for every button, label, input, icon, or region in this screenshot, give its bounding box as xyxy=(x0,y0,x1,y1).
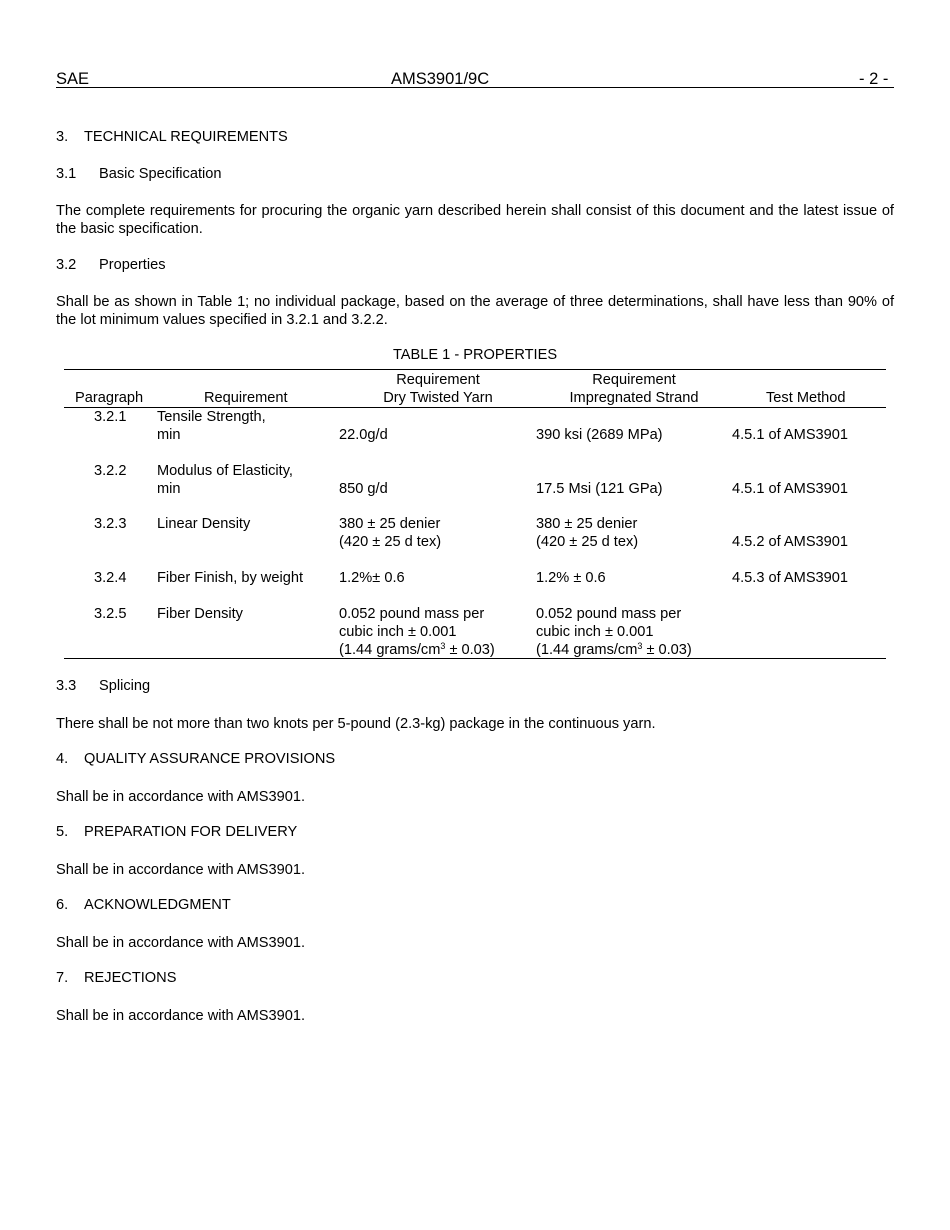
section-number: 5. xyxy=(56,824,69,840)
section-title: ACKNOWLEDGMENT xyxy=(84,897,231,913)
header-rule xyxy=(56,87,894,88)
row-requirement: min xyxy=(157,427,181,443)
section-3-heading xyxy=(56,129,288,145)
row-requirement: Modulus of Elasticity, xyxy=(157,463,293,479)
section-title: Properties xyxy=(99,257,166,273)
row-dry-value: 1.2%± 0.6 xyxy=(339,570,405,586)
section-3-2-heading xyxy=(56,257,166,273)
row-imp-value: 380 ± 25 denier xyxy=(536,516,638,532)
row-requirement: Linear Density xyxy=(157,516,251,532)
row-dry-value: (420 ± 25 d tex) xyxy=(339,534,442,550)
section-number: 3.3 xyxy=(56,678,77,694)
row-requirement: Fiber Density xyxy=(157,606,243,622)
col-header-dry-bottom: Dry Twisted Yarn xyxy=(383,390,493,406)
superscript: 3 xyxy=(637,641,643,651)
row-paragraph: 3.2.2 xyxy=(94,463,127,479)
row-requirement: min xyxy=(157,481,181,497)
row-imp-value: 0.052 pound mass per xyxy=(536,606,682,622)
col-header-test-method: Test Method xyxy=(766,390,846,406)
table-bottom-rule xyxy=(64,658,886,659)
section-number: 4. xyxy=(56,751,69,767)
row-test-method: 4.5.1 of AMS3901 xyxy=(732,481,849,497)
row-test-method: 4.5.3 of AMS3901 xyxy=(732,570,849,586)
row-dry-value: 850 g/d xyxy=(339,481,388,497)
row-dry-value: 380 ± 25 denier xyxy=(339,516,441,532)
value-text: (1.44 grams/cm xyxy=(339,642,441,658)
section-number: 3. xyxy=(56,129,69,145)
row-test-method: 4.5.1 of AMS3901 xyxy=(732,427,849,443)
row-requirement: Fiber Finish, by weight xyxy=(157,570,303,586)
section-title: Splicing xyxy=(99,678,151,694)
value-text: ± 0.03) xyxy=(642,642,692,658)
row-requirement: Tensile Strength, xyxy=(157,409,266,425)
section-3-1-body: The complete requirements for procuring the organic yarn described herein shall consist of this document and the latest issue of the basic specification. xyxy=(56,203,894,237)
row-imp-value: (420 ± 25 d tex) xyxy=(536,534,639,550)
value-text: (1.44 grams/cm xyxy=(536,642,638,658)
col-header-imp-top: Requirement xyxy=(592,372,676,388)
row-imp-value: 1.2% ± 0.6 xyxy=(536,570,606,586)
row-dry-value: 0.052 pound mass per xyxy=(339,606,485,622)
section-title: PREPARATION FOR DELIVERY xyxy=(84,824,298,840)
section-3-1-heading xyxy=(56,166,222,182)
section-title: Basic Specification xyxy=(99,166,222,182)
section-number: 3.2 xyxy=(56,257,77,273)
row-imp-value xyxy=(536,641,692,659)
col-header-dry-top: Requirement xyxy=(396,372,480,388)
section-7-body: Shall be in accordance with AMS3901. xyxy=(56,1008,306,1024)
section-3-3-heading xyxy=(56,678,151,694)
section-title: REJECTIONS xyxy=(84,970,177,986)
row-paragraph: 3.2.4 xyxy=(94,570,127,586)
section-6-body: Shall be in accordance with AMS3901. xyxy=(56,935,306,951)
col-header-requirement: Requirement xyxy=(204,390,288,406)
section-3-3-body: There shall be not more than two knots per 5-pound (2.3-kg) package in the continuous yarn. xyxy=(56,716,656,732)
header-doc-number: AMS3901/9C xyxy=(391,70,490,88)
row-imp-value: 390 ksi (2689 MPa) xyxy=(536,427,663,443)
section-number: 6. xyxy=(56,897,69,913)
col-header-imp-bottom: Impregnated Strand xyxy=(569,390,699,406)
row-dry-value: cubic inch ± 0.001 xyxy=(339,624,457,640)
row-paragraph: 3.2.3 xyxy=(94,516,127,532)
section-title: TECHNICAL REQUIREMENTS xyxy=(84,129,288,145)
section-5-heading xyxy=(56,824,298,840)
section-5-body: Shall be in accordance with AMS3901. xyxy=(56,862,306,878)
table-title: TABLE 1 - PROPERTIES xyxy=(392,347,558,363)
superscript: 3 xyxy=(440,641,446,651)
section-3-2-body: Shall be as shown in Table 1; no individual package, based on the average of three determinations, shall have less than 90% of the lot minimum values specified in 3.2.1 and 3.2.2. xyxy=(56,294,894,328)
section-6-heading xyxy=(56,897,231,913)
row-test-method: 4.5.2 of AMS3901 xyxy=(732,534,849,550)
table-top-rule xyxy=(64,369,886,370)
row-dry-value xyxy=(339,641,495,659)
row-paragraph: 3.2.5 xyxy=(94,606,127,622)
section-number: 3.1 xyxy=(56,166,77,182)
section-title: QUALITY ASSURANCE PROVISIONS xyxy=(84,751,336,767)
row-imp-value: 17.5 Msi (121 GPa) xyxy=(536,481,663,497)
header-left: SAE xyxy=(56,70,90,88)
section-7-heading xyxy=(56,970,177,986)
section-number: 7. xyxy=(56,970,69,986)
row-imp-value: cubic inch ± 0.001 xyxy=(536,624,654,640)
header-page-number: - 2 - xyxy=(859,70,889,88)
col-header-paragraph: Paragraph xyxy=(75,390,144,406)
value-text: ± 0.03) xyxy=(445,642,495,658)
section-4-heading xyxy=(56,751,336,767)
section-4-body: Shall be in accordance with AMS3901. xyxy=(56,789,306,805)
row-paragraph: 3.2.1 xyxy=(94,409,127,425)
row-dry-value: 22.0g/d xyxy=(339,427,388,443)
